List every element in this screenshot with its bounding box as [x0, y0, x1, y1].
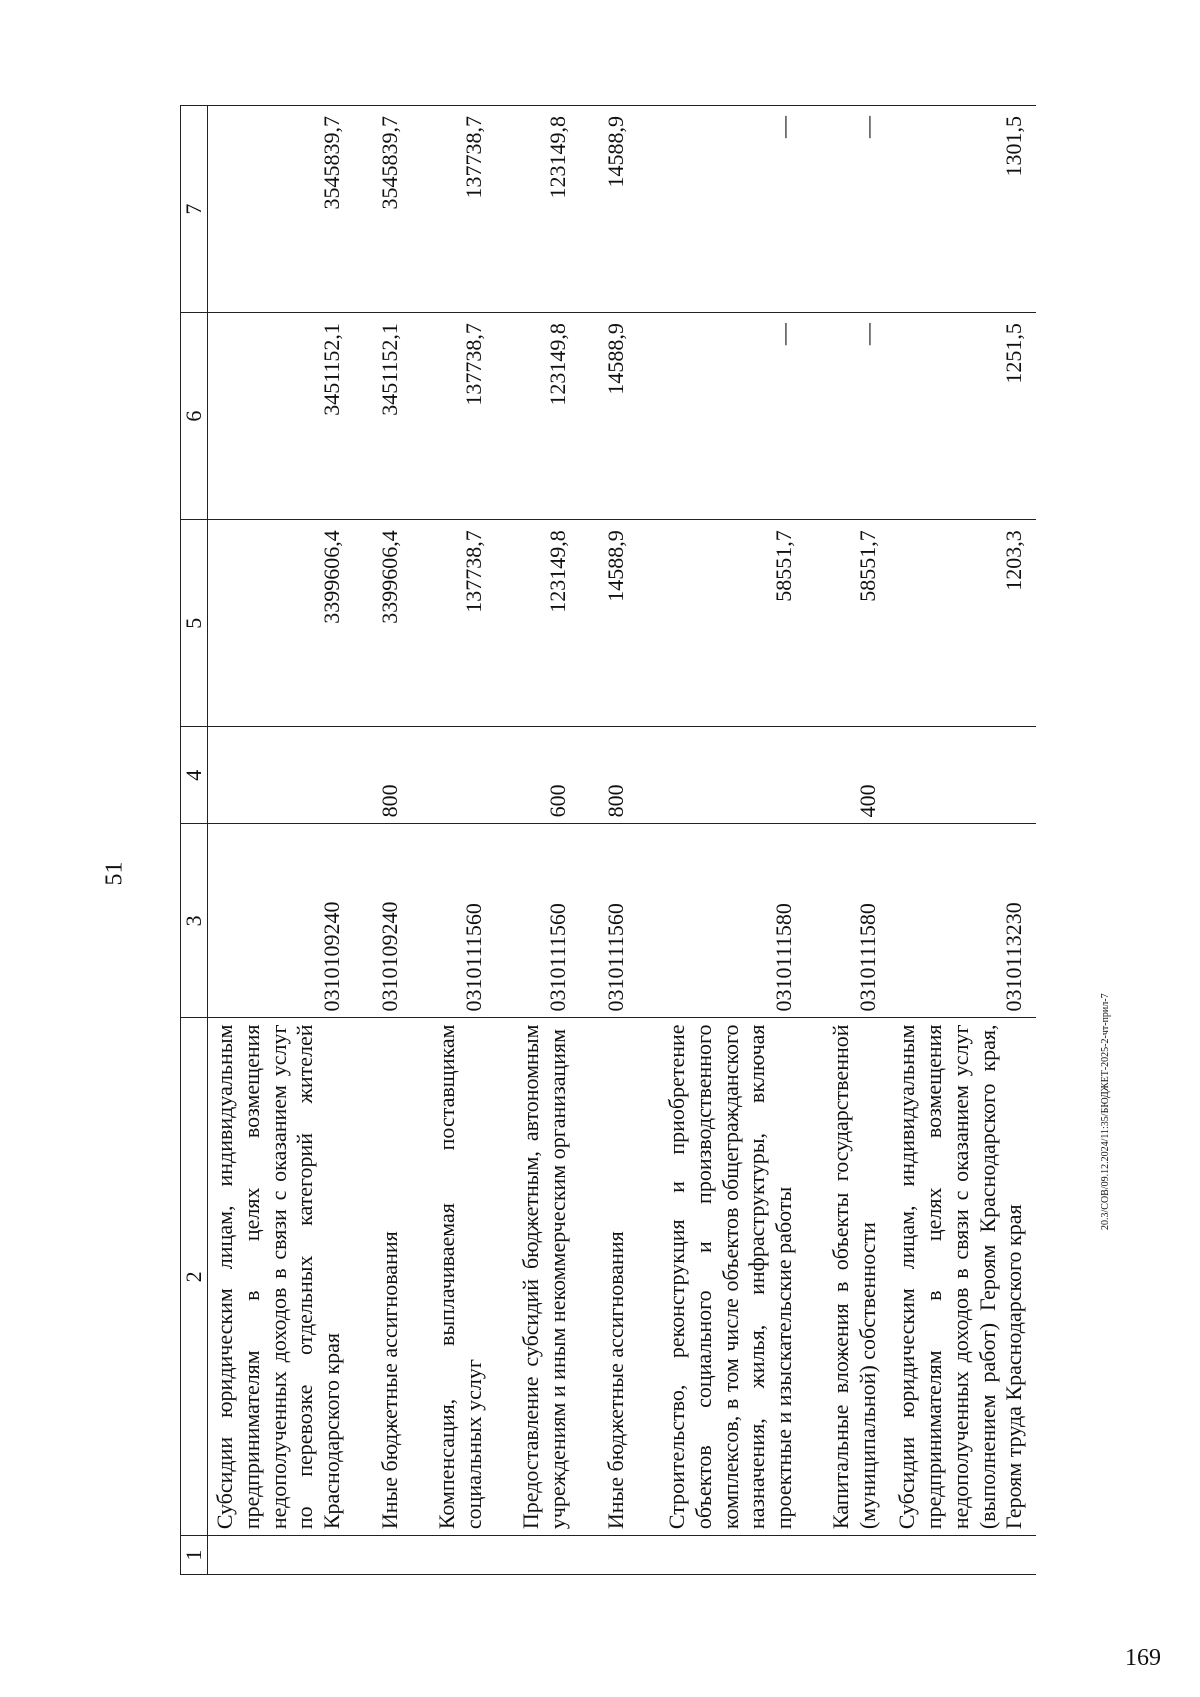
cell-1: [496, 1536, 580, 1575]
cell-1: [412, 1536, 496, 1575]
cell-code: 0310109240: [354, 824, 412, 1018]
budget-table-rotated: [180, 105, 1090, 1575]
table-row: [496, 106, 580, 1575]
page-number-top: 51: [101, 861, 128, 886]
cell-1: [354, 1536, 412, 1575]
cell-description: Капитальные вложения в объекты государственной (муниципальной) собственности: [806, 1018, 890, 1536]
col-header-1: 1: [181, 1536, 208, 1575]
cell-1: [580, 1536, 638, 1575]
cell-value-5: 1203,3: [890, 520, 1036, 727]
page-number-bottom: 169: [1125, 1645, 1161, 1671]
cell-code: 0310111560: [496, 824, 580, 1018]
cell-code: 0310111580: [638, 824, 806, 1018]
table-row: [412, 106, 496, 1575]
cell-value-6: 123149,8: [496, 313, 580, 520]
cell-value-5: 58551,7: [806, 520, 890, 727]
cell-value-5: 3399606,4: [208, 520, 355, 727]
cell-code: 0310111560: [580, 824, 638, 1018]
cell-value-6: 137738,7: [412, 313, 496, 520]
cell-description: Строительство, реконструкция и приобретение объектов социального и производственного комплексов, в том числе объектов общегражданского назначения, жилья, инфраструктуры, включая проектные и изыскательские работы: [638, 1018, 806, 1536]
cell-value-6: 14588,9: [580, 313, 638, 520]
cell-value-6: —: [806, 313, 890, 520]
cell-value-7: —: [806, 106, 890, 313]
col-header-2: 2: [181, 1018, 208, 1536]
col-header-4: 4: [181, 727, 208, 824]
col-header-7: 7: [181, 106, 208, 313]
table-row: [806, 106, 890, 1575]
cell-description: Иные бюджетные ассигнования: [580, 1018, 638, 1536]
cell-code: 0310113230: [890, 824, 1036, 1018]
col-header-3: 3: [181, 824, 208, 1018]
table-row: [580, 106, 638, 1575]
cell-value-6: —: [638, 313, 806, 520]
cell-value-5: 3399606,4: [354, 520, 412, 727]
cell-description: Субсидии юридическим лицам, индивидуальным предпринимателям в целях возмещения недополученных доходов в связи с оказанием услуг по перевозке отдельных категорий жителей Краснодарского края: [208, 1018, 355, 1536]
cell-description: Субсидии юридическим лицам, индивидуальным предпринимателям в целях возмещения недополученных доходов в связи с оказанием услуг (выполнением работ) Героям Краснодарского края, Героям труда Краснодарского края: [890, 1018, 1036, 1536]
cell-type: 800: [580, 727, 638, 824]
cell-description: Предоставление субсидий бюджетным, автономным учреждениям и иным некоммерческим организациям: [496, 1018, 580, 1536]
col-header-6: 6: [181, 313, 208, 520]
table-row: [638, 106, 806, 1575]
col-header-5: 5: [181, 520, 208, 727]
cell-value-5: 14588,9: [580, 520, 638, 727]
cell-value-5: 58551,7: [638, 520, 806, 727]
cell-value-7: 123149,8: [496, 106, 580, 313]
cell-code: 0310111580: [806, 824, 890, 1018]
document-code: 20.3/СОВ/09.12.2024/11:35/БЮДЖЕТ-2025-2-чт-прил-7: [1100, 993, 1111, 1230]
cell-1: [806, 1536, 890, 1575]
cell-1: [208, 1536, 355, 1575]
cell-value-7: 3545839,7: [208, 106, 355, 313]
cell-value-6: 3451152,1: [354, 313, 412, 520]
cell-value-7: —: [638, 106, 806, 313]
budget-table: [180, 105, 1036, 1575]
cell-value-7: 137738,7: [412, 106, 496, 313]
cell-value-7: 1301,5: [890, 106, 1036, 313]
cell-value-6: 3451152,1: [208, 313, 355, 520]
cell-description: Иные бюджетные ассигнования: [354, 1018, 412, 1536]
table-header-row: [181, 106, 208, 1575]
cell-type: [890, 727, 1036, 824]
cell-code: 0310111560: [412, 824, 496, 1018]
cell-value-7: 3545839,7: [354, 106, 412, 313]
cell-type: 600: [496, 727, 580, 824]
cell-1: [890, 1536, 1036, 1575]
cell-type: [412, 727, 496, 824]
table-row: [890, 106, 1036, 1575]
table-row: [354, 106, 412, 1575]
cell-code: 0310109240: [208, 824, 355, 1018]
cell-type: 800: [354, 727, 412, 824]
cell-value-5: 137738,7: [412, 520, 496, 727]
table-row: [208, 106, 355, 1575]
cell-1: [638, 1536, 806, 1575]
cell-description: Компенсация, выплачиваемая поставщикам социальных услуг: [412, 1018, 496, 1536]
cell-type: [638, 727, 806, 824]
cell-value-5: 123149,8: [496, 520, 580, 727]
cell-type: [208, 727, 355, 824]
cell-value-7: 14588,9: [580, 106, 638, 313]
cell-type: 400: [806, 727, 890, 824]
cell-value-6: 1251,5: [890, 313, 1036, 520]
